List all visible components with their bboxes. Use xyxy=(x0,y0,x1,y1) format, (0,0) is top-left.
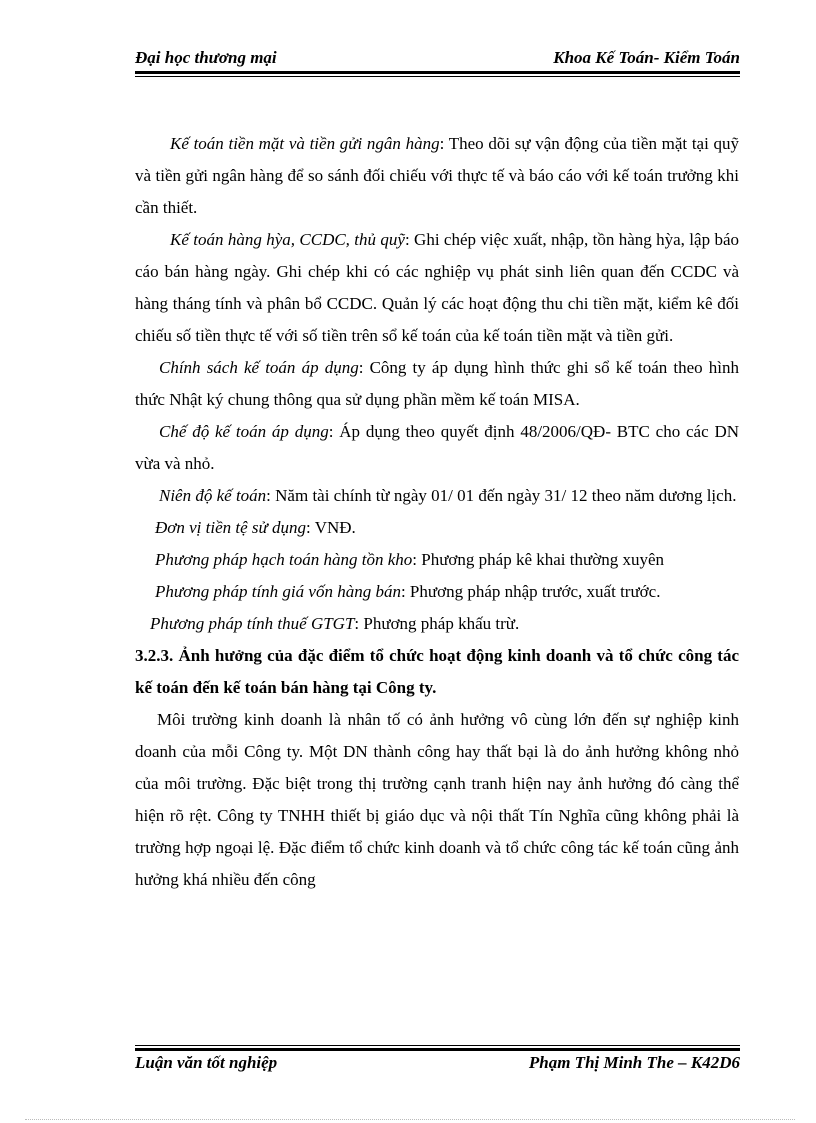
paragraph-text: : VNĐ. xyxy=(306,518,356,537)
paragraph-text: : Ghi chép việc xuất, nhập, tồn hàng hỳa, lập báo cáo bán hàng ngày. Ghi chép khi có các nghiệp vụ phát sinh liên quan đến CCDC và hàng tháng tính và phân bổ CCDC. Quản lý các hoạt động thu chi tiền mặt, kiểm kê đối chiếu số tiền thực tế với số tiền trên sổ kế toán của kế toán tiền mặt và tiền gửi. xyxy=(135,230,739,345)
paragraph-cost-method xyxy=(135,576,739,608)
header-faculty: Khoa Kế Toán- Kiểm Toán xyxy=(553,48,740,67)
paragraph-text: : Phương pháp nhập trước, xuất trước. xyxy=(400,582,661,601)
paragraph-vat-method xyxy=(135,608,739,640)
paragraph-label: Phương pháp hạch toán hàng tồn kho xyxy=(155,550,413,569)
paragraph-label: Niên độ kế toán xyxy=(159,486,267,505)
page-edge-divider xyxy=(25,1119,795,1120)
footer-rule xyxy=(135,1045,740,1051)
paragraph-label: Kế toán tiền mặt và tiền gửi ngân hàng xyxy=(170,134,440,153)
paragraph-label: Chính sách kế toán áp dụng xyxy=(159,358,359,377)
section-heading: 3.2.3. Ảnh hưởng của đặc điểm tổ chức hoạt động kinh doanh và tổ chức công tác kế toán đến kế toán bán hàng tại Công ty. xyxy=(135,646,739,697)
paragraph-label: Kế toán hàng hỳa, CCDC, thủ quỹ xyxy=(170,230,405,249)
paragraph-cash-accounting xyxy=(135,128,739,224)
page-body xyxy=(135,128,739,896)
header-rule xyxy=(135,71,740,77)
header-university: Đại học thương mại xyxy=(135,48,277,67)
paragraph-text: : Phương pháp kê khai thường xuyên xyxy=(412,550,664,569)
paragraph-fiscal-year xyxy=(135,480,739,512)
paragraph-business-environment: Môi trường kinh doanh là nhân tố có ảnh hưởng vô cùng lớn đến sự nghiệp kinh doanh của mỗi Công ty. Một DN thành công hay thất bại là do ảnh hưởng không nhỏ của môi trường. Đặc biệt trong thị trường cạnh tranh hiện nay ảnh hưởng đó càng thể hiện rõ rệt. Công ty TNHH thiết bị giáo dục và nội thất Tín Nghĩa cũng không phải là trường hợp ngoại lệ. Đặc điểm tổ chức kinh doanh và tổ chức công tác kế toán cũng ảnh hưởng khá nhiều đến công xyxy=(135,710,739,889)
paragraph-label: Chế độ kế toán áp dụng xyxy=(159,422,329,441)
paragraph-text: : Công ty áp dụng hình thức ghi sổ kế toán theo hình thức Nhật ký chung thông qua sử dụng phần mềm kế toán MISA. xyxy=(135,358,739,409)
paragraph-accounting-policy xyxy=(135,352,739,416)
paragraph-text: : Theo dõi sự vận động của tiền mặt tại quỹ và tiền gửi ngân hàng để so sánh đối chiếu với thực tế và báo cáo với kế toán trưởng khi cần thiết. xyxy=(135,134,739,217)
paragraph-text: : Áp dụng theo quyết định 48/2006/QĐ- BTC cho các DN vừa và nhỏ. xyxy=(135,422,740,473)
paragraph-inventory-method xyxy=(135,544,739,576)
paragraph-label: Phương pháp tính giá vốn hàng bán xyxy=(155,582,401,601)
footer-document-type: Luận văn tốt nghiệp xyxy=(135,1053,278,1072)
paragraph-goods-accounting xyxy=(135,224,739,352)
paragraph-currency xyxy=(135,512,739,544)
paragraph-text: : Phương pháp khấu trừ. xyxy=(354,614,520,633)
footer-author: Phạm Thị Minh The – K42D6 xyxy=(528,1053,740,1072)
paragraph-text: : Năm tài chính từ ngày 01/ 01 đến ngày 31/ 12 theo năm dương lịch. xyxy=(266,486,737,505)
paragraph-label: Đơn vị tiền tệ sử dụng xyxy=(155,518,307,537)
paragraph-accounting-regime xyxy=(135,416,739,480)
paragraph-label: Phương pháp tính thuế GTGT xyxy=(150,614,355,633)
